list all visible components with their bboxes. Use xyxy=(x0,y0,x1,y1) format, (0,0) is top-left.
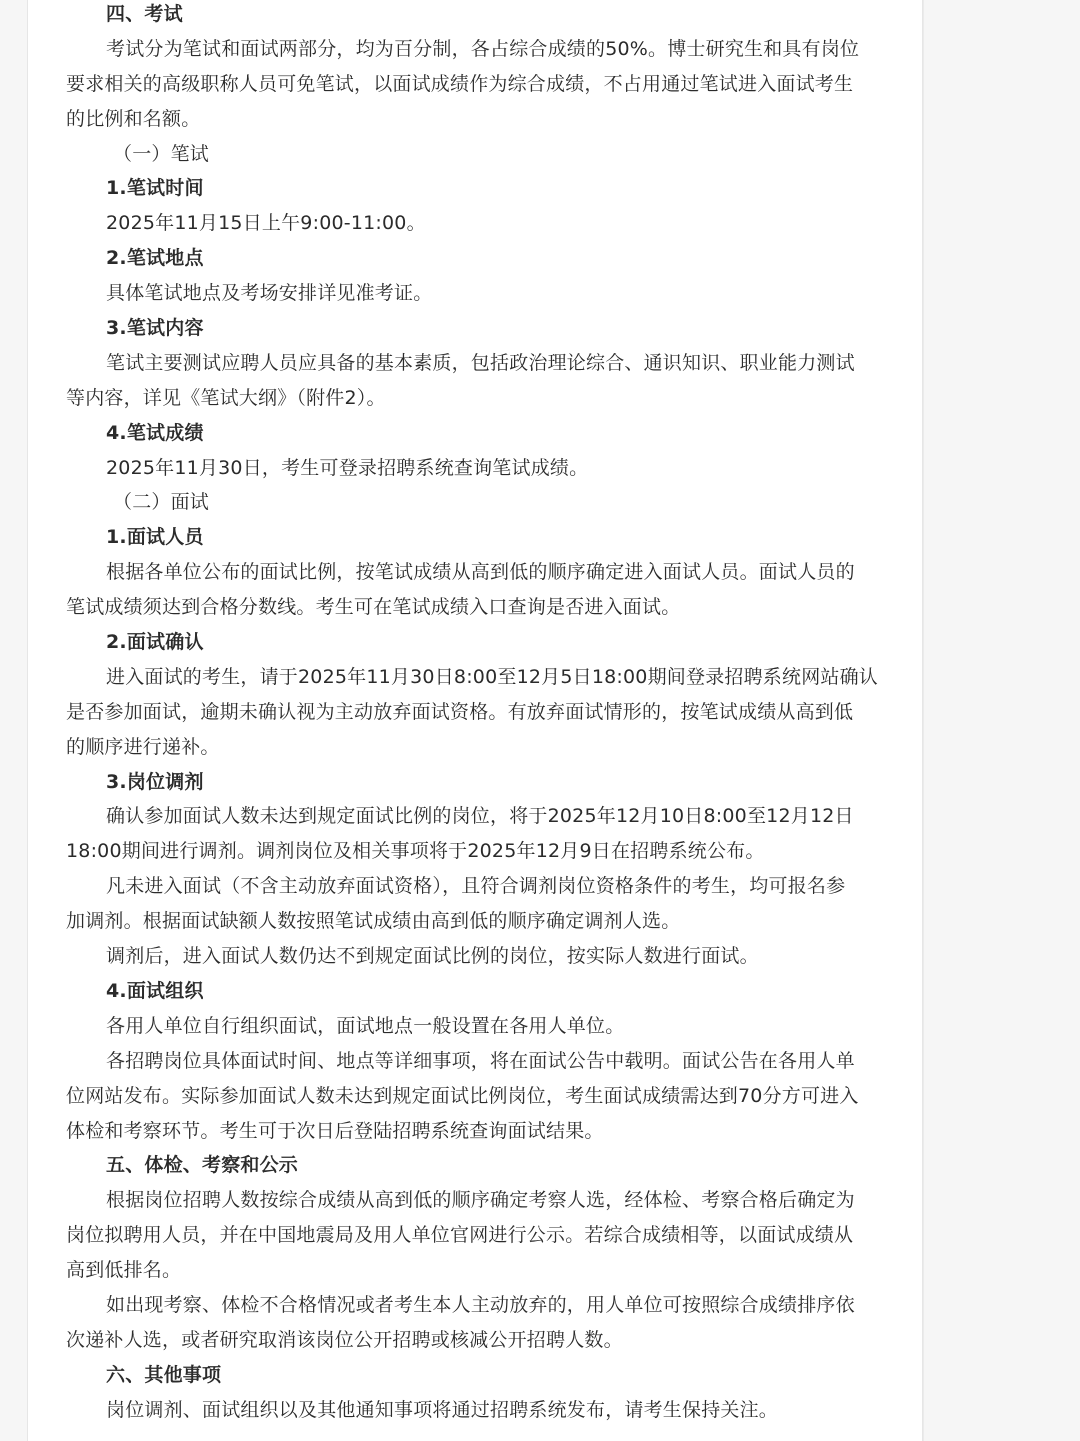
paragraph-line: 岗位拟聘用人员，并在中国地震局及用人单位官网进行公示。若综合成绩相等，以面试成绩从 xyxy=(66,1224,854,1247)
item-title: 1.笔试时间 xyxy=(106,177,204,200)
item-title: 4.笔试成绩 xyxy=(106,421,204,444)
item-title: 1.面试人员 xyxy=(106,526,204,549)
paragraph-line: 根据各单位公布的面试比例，按笔试成绩从高到低的顺序确定进入面试人员。面试人员的 xyxy=(106,561,855,584)
paragraph-line: 岗位调剂、面试组织以及其他通知事项将通过招聘系统发布，请考生保持关注。 xyxy=(106,1398,779,1421)
section-heading-exam: 四、考试 xyxy=(106,3,183,25)
paragraph-line: 具体笔试地点及考场安排详见准考证。 xyxy=(106,282,433,305)
subsection-heading-written: （一）笔试 xyxy=(113,142,210,165)
subsection-heading-interview: （二）面试 xyxy=(113,491,210,514)
paragraph-line: 笔试主要测试应聘人员应具备的基本素质，包括政治理论综合、通识知识、职业能力测试 xyxy=(106,351,855,374)
paragraph-line: 体检和考察环节。考生可于次日后登陆招聘系统查询面试结果。 xyxy=(66,1119,604,1142)
paragraph-line: 进入面试的考生，请于2025年11月30日8:00至12月5日18:00期间登录招聘系统网站确认 xyxy=(106,665,878,688)
item-title: 2.面试确认 xyxy=(106,631,204,654)
paragraph-line: 次递补人选，或者研究取消该岗位公开招聘或核减公开招聘人数。 xyxy=(66,1328,623,1351)
paragraph-line: 调剂后，进入面试人数仍达不到规定面试比例的岗位，按实际人数进行面试。 xyxy=(106,945,759,968)
paragraph-line: 的比例和名额。 xyxy=(66,107,201,130)
document-body xyxy=(66,0,890,1428)
item-title: 3.岗位调剂 xyxy=(106,770,204,793)
paragraph-line: 的顺序进行递补。 xyxy=(66,735,220,758)
paragraph-line: 笔试成绩须达到合格分数线。考生可在笔试成绩入口查询是否进入面试。 xyxy=(66,596,681,619)
paragraph-line: 各招聘岗位具体面试时间、地点等详细事项，将在面试公告中载明。面试公告在各用人单 xyxy=(106,1049,855,1072)
paragraph-line: 等内容，详见《笔试大纲》（附件2）。 xyxy=(66,386,386,409)
paragraph-line: 各用人单位自行组织面试，面试地点一般设置在各用人单位。 xyxy=(106,1014,625,1037)
document-page xyxy=(27,0,923,1441)
paragraph-line: 2025年11月30日，考生可登录招聘系统查询笔试成绩。 xyxy=(106,456,589,479)
paragraph-line: 18:00期间进行调剂。调剂岗位及相关事项将于2025年12月9日在招聘系统公布。 xyxy=(66,840,765,863)
paragraph-line: 凡未进入面试（不含主动放弃面试资格），且符合调剂岗位资格条件的考生，均可报名参 xyxy=(106,875,846,898)
paragraph-line: 位网站发布。实际参加面试人数未达到规定面试比例岗位，考生面试成绩需达到70分方可进入 xyxy=(66,1084,859,1107)
section-heading-other: 六、其他事项 xyxy=(106,1363,222,1386)
paragraph-line: 如出现考察、体检不合格情况或者考生本人主动放弃的，用人单位可按照综合成绩排序依 xyxy=(106,1293,855,1316)
paragraph-line: 高到低排名。 xyxy=(66,1259,182,1282)
paragraph-line: 要求相关的高级职称人员可免笔试，以面试成绩作为综合成绩，不占用通过笔试进入面试考生 xyxy=(66,72,854,95)
paragraph-line: 根据岗位招聘人数按综合成绩从高到低的顺序确定考察人选，经体检、考察合格后确定为 xyxy=(106,1189,855,1212)
item-title: 4.面试组织 xyxy=(106,979,204,1002)
paragraph-line: 加调剂。根据面试缺额人数按照笔试成绩由高到低的顺序确定调剂人选。 xyxy=(66,910,681,933)
paragraph-line: 考试分为笔试和面试两部分，均为百分制，各占综合成绩的50%。博士研究生和具有岗位 xyxy=(106,37,860,60)
item-title: 2.笔试地点 xyxy=(106,247,204,270)
paragraph-line: 确认参加面试人数未达到规定面试比例的岗位，将于2025年12月10日8:00至12月12日 xyxy=(106,805,854,828)
paragraph-line: 2025年11月15日上午9:00-11:00。 xyxy=(106,212,426,235)
page-divider xyxy=(923,0,924,1441)
section-heading-checkup: 五、体检、考察和公示 xyxy=(106,1154,299,1177)
paragraph-line: 是否参加面试，逾期未确认视为主动放弃面试资格。有放弃面试情形的，按笔试成绩从高到低 xyxy=(66,700,854,723)
item-title: 3.笔试内容 xyxy=(106,317,204,340)
